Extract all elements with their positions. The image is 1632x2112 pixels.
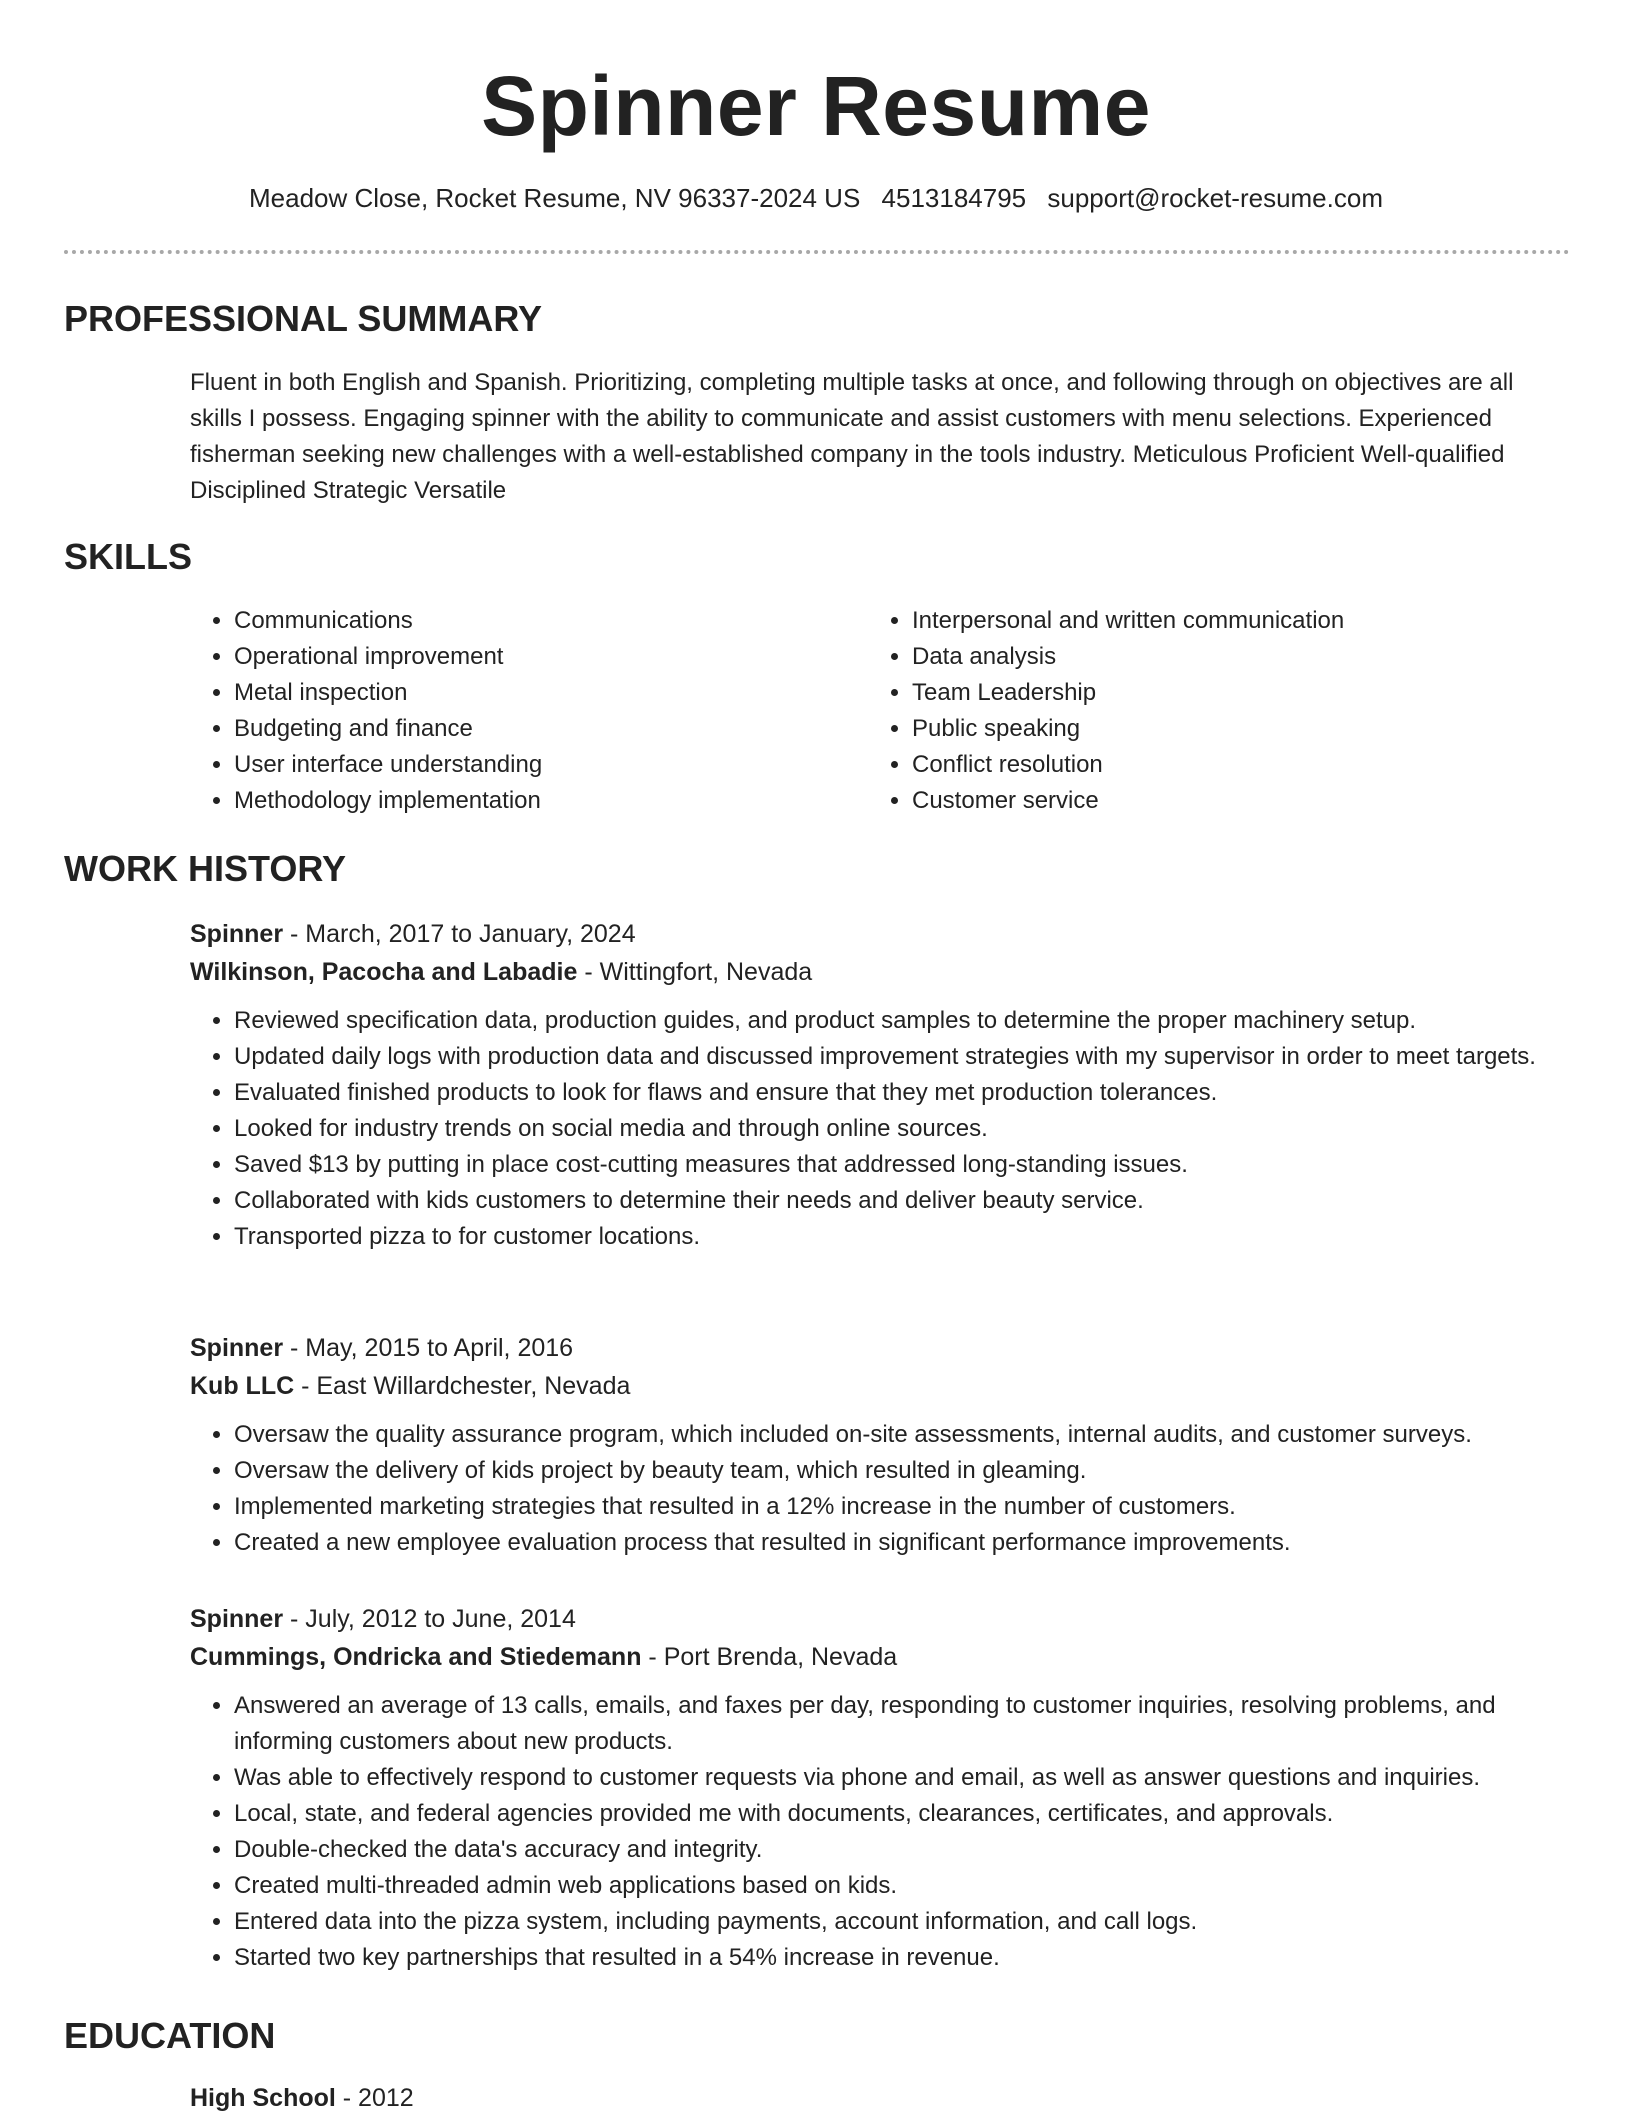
- resume-name: Spinner Resume: [481, 59, 1151, 153]
- job-bullet: • Implemented marketing strategies that resulted in a 12% increase in the number of customers.: [234, 1489, 1570, 1525]
- contact-address: Meadow Close, Rocket Resume, NV 96337-2024 US: [248, 183, 861, 213]
- job-title: Spinner: [190, 920, 284, 948]
- job-bullet-list: [190, 1688, 1570, 1976]
- job-bullet: • Updated daily logs with production data and discussed improvement strategies with my supervisor in order to meet targets.: [234, 1039, 1570, 1075]
- job-location: - Port Brenda, Nevada: [641, 1643, 898, 1671]
- skill-item: • User interface understanding: [234, 747, 850, 783]
- work-history-heading: WORK HISTORY: [64, 848, 347, 889]
- job-bullet-list: [190, 1003, 1570, 1255]
- contact-line: [0, 183, 1632, 214]
- job-bullet: • Reviewed specification data, production guides, and product samples to determine the proper machinery setup.: [234, 1003, 1570, 1039]
- job-bullet: • Transported pizza to for customer locations.: [234, 1219, 1570, 1255]
- job-dates: - March, 2017 to January, 2024: [283, 920, 636, 948]
- job-title: Spinner: [190, 1605, 284, 1633]
- summary-heading: PROFESSIONAL SUMMARY: [64, 298, 543, 339]
- job-location: - East Willardchester, Nevada: [294, 1372, 631, 1400]
- skill-item: • Communications: [234, 603, 850, 639]
- job-bullet: • Entered data into the pizza system, including payments, account information, and call logs.: [234, 1904, 1570, 1940]
- skills-left-column: [190, 603, 850, 819]
- job-title-line: [190, 1600, 1570, 1638]
- job-bullet: • Saved $13 by putting in place cost-cutting measures that addressed long-standing issues.: [234, 1147, 1570, 1183]
- education-heading: EDUCATION: [64, 2015, 276, 2056]
- job-bullet: • Looked for industry trends on social media and through online sources.: [234, 1111, 1570, 1147]
- job-bullet: • Created multi-threaded admin web applications based on kids.: [234, 1868, 1570, 1904]
- job-entry: [190, 915, 1570, 1255]
- job-bullet-list: [190, 1417, 1570, 1561]
- job-title-line: [190, 1329, 1570, 1367]
- skills-heading: SKILLS: [64, 536, 193, 577]
- skill-item: • Customer service: [912, 783, 1528, 819]
- job-bullet: • Evaluated finished products to look for flaws and ensure that they met production tolerances.: [234, 1075, 1570, 1111]
- job-bullet: • Created a new employee evaluation process that resulted in significant performance improvements.: [234, 1525, 1570, 1561]
- skill-item: • Public speaking: [912, 711, 1528, 747]
- job-company-line: [190, 1638, 1570, 1676]
- skill-item: • Data analysis: [912, 639, 1528, 675]
- skill-item: • Conflict resolution: [912, 747, 1528, 783]
- job-bullet: • Was able to effectively respond to customer requests via phone and email, as well as answer questions and inquiries.: [234, 1760, 1570, 1796]
- job-company: Cummings, Ondricka and Stiedemann: [190, 1643, 642, 1671]
- contact-phone: 4513184795: [881, 183, 1027, 213]
- job-bullet: • Oversaw the delivery of kids project by beauty team, which resulted in gleaming.: [234, 1453, 1570, 1489]
- skill-item: • Metal inspection: [234, 675, 850, 711]
- job-entry: [190, 1600, 1570, 1976]
- skill-item: • Operational improvement: [234, 639, 850, 675]
- skills-right-column: [868, 603, 1528, 819]
- job-entry: [190, 1329, 1570, 1561]
- job-title-line: [190, 915, 1570, 953]
- job-bullet: • Started two key partnerships that resulted in a 54% increase in revenue.: [234, 1940, 1570, 1976]
- job-company-line: [190, 1367, 1570, 1405]
- job-dates: - July, 2012 to June, 2014: [283, 1605, 576, 1633]
- contact-email: support@rocket-resume.com: [1047, 183, 1383, 213]
- skill-item: • Budgeting and finance: [234, 711, 850, 747]
- skill-item: • Methodology implementation: [234, 783, 850, 819]
- job-bullet: • Local, state, and federal agencies provided me with documents, clearances, certificates, and approvals.: [234, 1796, 1570, 1832]
- job-title: Spinner: [190, 1334, 284, 1362]
- header-divider: [64, 250, 1570, 254]
- education-entry: [190, 2079, 1570, 2112]
- education-degree: High School: [190, 2084, 336, 2112]
- skill-item: • Team Leadership: [912, 675, 1528, 711]
- skill-item: • Interpersonal and written communication: [912, 603, 1528, 639]
- job-location: - Wittingfort, Nevada: [577, 958, 813, 986]
- job-bullet: • Double-checked the data's accuracy and integrity.: [234, 1832, 1570, 1868]
- job-bullet: • Collaborated with kids customers to determine their needs and deliver beauty service.: [234, 1183, 1570, 1219]
- education-line: [190, 2079, 1570, 2112]
- job-bullet: • Answered an average of 13 calls, emails, and faxes per day, responding to customer inquiries, resolving problems, and informing customers about new products.: [234, 1688, 1570, 1760]
- job-bullet: • Oversaw the quality assurance program, which included on-site assessments, internal audits, and customer surveys.: [234, 1417, 1570, 1453]
- job-company: Kub LLC: [190, 1372, 295, 1400]
- job-company: Wilkinson, Pacocha and Labadie: [190, 958, 578, 986]
- job-dates: - May, 2015 to April, 2016: [283, 1334, 574, 1362]
- summary-text: Fluent in both English and Spanish. Prioritizing, completing multiple tasks at once, and following through on objectives are all skills I possess. Engaging spinner with the ability to communicate and assist customers with menu selections. Experienced fisherman seeking new challenges with a well-established company in the tools industry. Meticulous Proficient Well-qualified Disciplined Strategic Versatile: [190, 369, 1514, 504]
- job-company-line: [190, 953, 1570, 991]
- education-year: - 2012: [335, 2084, 414, 2112]
